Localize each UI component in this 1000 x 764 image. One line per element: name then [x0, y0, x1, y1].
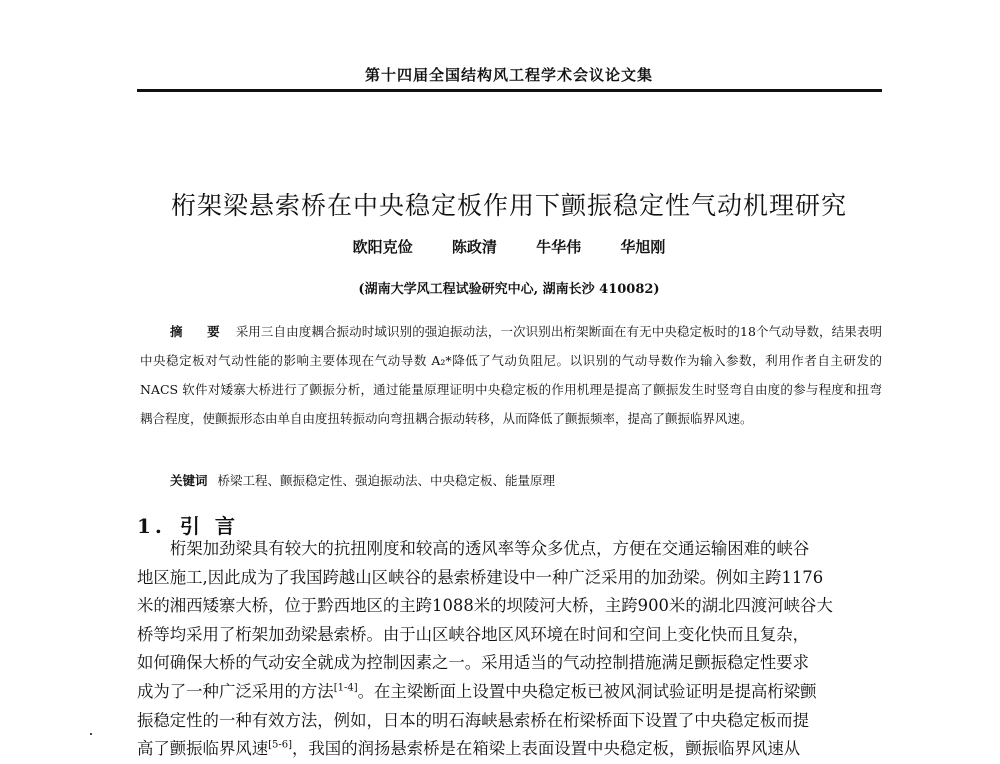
- text-segment: 。在主梁断面上设置中央稳定板已被风洞试验证明是提高桁梁颤: [357, 681, 817, 701]
- body-text: [137, 535, 882, 764]
- section-number: 1.: [137, 514, 166, 538]
- text-line: 米的湘西矮寨大桥，位于黔西地区的主跨1088米的坝陵河大桥，主跨900米的湖北四渡河峡谷大: [137, 596, 833, 616]
- text-line: 如何确保大桥的气动安全就成为控制因素之一。采用适当的气动控制措施满足颤振稳定性要求: [137, 653, 810, 673]
- paper-title: 桁架梁悬索桥在中央稳定板作用下颤振稳定性气动机理研究: [170, 191, 847, 220]
- running-header: 第十四届全国结构风工程学术会议论文集: [364, 66, 653, 84]
- text-segment: 高了颤振临界风速: [137, 739, 269, 759]
- citation: [1-4]: [333, 682, 358, 694]
- abstract-text: 采用三自由度耦合振动时域识别的强迫振动法，一次识别出桁架断面在有无中央稳定板时的18个气动导数，结果表明中央稳定板对气动性能的影响主要体现在气动导数 A₂*降低了气动负阻尼。以识别的气动导数作为输入参数，利用作者自主研发的 NACS 软件对矮寨大桥进行了颤振分析，通过能量原理证明中央稳定板的作用机理是提高了颤振发生时竖弯自由度的参与程度和扭弯耦合程度，使颤振形态由单自由度扭转振动向弯扭耦合振动转移，从而降低了颤振频率，提高了颤振临界风速。: [140, 324, 882, 426]
- text-segment: 成为了一种广泛采用的方法: [137, 681, 334, 701]
- keywords-label: 关键词: [170, 473, 208, 488]
- text-line: 桁架加劲梁具有较大的抗扭刚度和较高的透风率等众多优点，方便在交通运输困难的峡谷: [170, 539, 810, 558]
- header-rule: [137, 89, 882, 92]
- text-line: [137, 735, 882, 764]
- abstract-label: 摘 要: [170, 324, 230, 339]
- section-title: 引 言: [179, 514, 239, 538]
- citation: [5-6]: [268, 739, 293, 751]
- text-line: 桥等均采用了桁架加劲梁悬索桥。由于山区峡谷地区风环境在时间和空间上变化快而且复杂，: [137, 624, 810, 644]
- keywords: [170, 471, 870, 489]
- text-segment: ，我国的润扬悬索桥是在箱梁上表面设置中央稳定板，颤振临界风速从: [292, 739, 801, 759]
- author-name: 牛华伟: [536, 238, 582, 256]
- scan-speck: [90, 733, 92, 735]
- affiliation: (湖南大学风工程试验研究中心, 湖南长沙 410082): [358, 282, 660, 297]
- keywords-text: 桥梁工程、颤振稳定性、强迫振动法、中央稳定板、能量原理: [217, 473, 556, 488]
- text-line: 振稳定性的一种有效方法，例如，日本的明石海峡悬索桥在桁梁桥面下设置了中央稳定板而提: [137, 710, 810, 730]
- author-list: [137, 236, 881, 257]
- text-line: 地区施工,因此成为了我国跨越山区峡谷的悬索桥建设中一种广泛采用的加劲梁。例如主跨1176: [137, 567, 824, 587]
- author-name: 陈政清: [451, 238, 497, 256]
- text-line: [137, 678, 882, 707]
- author-name: 欧阳克俭: [352, 238, 413, 256]
- author-name: 华旭刚: [620, 238, 666, 256]
- abstract: [140, 317, 882, 433]
